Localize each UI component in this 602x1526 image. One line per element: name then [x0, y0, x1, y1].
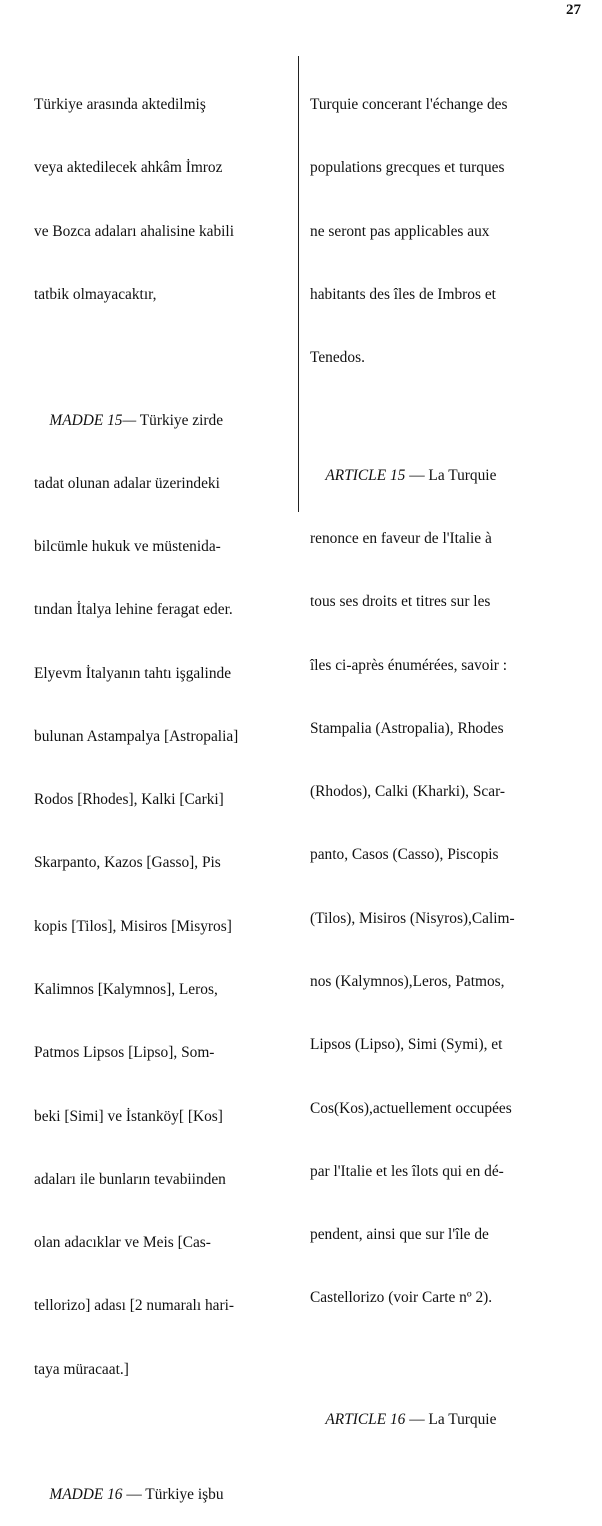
text-line: Cos(Kos),actuellement occupées [310, 1099, 512, 1117]
article-16-heading-line [310, 1409, 598, 1430]
text-line: Stampalia (Astropalia), Rhodes [310, 719, 504, 737]
text-line: nos (Kalymnos),Leros, Patmos, [310, 973, 505, 991]
text-line: Patmos Lipsos [Lipso], Som- [34, 1044, 215, 1062]
text-line: taya müracaat.] [34, 1360, 129, 1378]
text-line: Türkiye arasında aktedilmiş [34, 96, 206, 114]
text-line: ve Bozca adaları ahalisine kabili [34, 222, 234, 240]
column-divider [298, 56, 299, 512]
text-line: tous ses droits et titres sur les [310, 593, 491, 611]
text-line: par l'Italie et les îlots qui en dé- [310, 1162, 504, 1180]
text-line: Tenedos. [310, 349, 365, 367]
text-line: Elyevm İtalyanın tahtı işgalinde [34, 664, 232, 682]
text-line: populations grecques et turques [310, 159, 505, 177]
text-line: tellorizo] adası [2 numaralı hari- [34, 1297, 234, 1315]
text-line: (Tilos), Misiros (Nisyros),Calim- [310, 909, 515, 927]
madde-15-heading-line [34, 410, 289, 431]
article-15-heading: ARTICLE 15 [325, 466, 406, 484]
article-16-heading: ARTICLE 16 [325, 1410, 406, 1428]
text-line: Lipsos (Lipso), Simi (Symi), et [310, 1036, 503, 1054]
madde-16-heading: MADDE 16 [49, 1486, 123, 1504]
text-line: îles ci-après énumérées, savoir : [310, 656, 508, 674]
text-line: olan adacıklar ve Meis [Cas- [34, 1234, 211, 1252]
right-column-french [310, 52, 598, 1451]
page-number: 27 [566, 2, 581, 18]
text-fragment: — Türkiye işbu [122, 1486, 224, 1504]
text-line: tatbik olmayacaktır, [34, 286, 157, 304]
text-line: Skarpanto, Kazos [Gasso], Pis [34, 854, 221, 872]
text-line: panto, Casos (Casso), Piscopis [310, 846, 499, 864]
text-line: beki [Simi] ve İstanköy[ [Kos] [34, 1107, 223, 1125]
text-line: tından İtalya lehine feragat eder. [34, 601, 233, 619]
text-line: Kalimnos [Kalymnos], Leros, [34, 981, 218, 999]
text-line: renonce en faveur de l'Italie à [310, 530, 492, 548]
text-line: Turquie concerant l'échange des [310, 96, 508, 114]
text-line: adaları ile bunların tevabiinden [34, 1170, 226, 1188]
text-line: pendent, ainsi que sur l'île de [310, 1226, 489, 1244]
text-line: (Rhodos), Calki (Kharki), Scar- [310, 783, 506, 801]
text-fragment: — La Turquie [405, 1410, 497, 1428]
text-line: Rodos [Rhodes], Kalki [Carki] [34, 791, 224, 809]
text-line: Castellorizo (voir Carte nº 2). [310, 1289, 493, 1307]
left-column-turkish [34, 52, 289, 1526]
text-line: kopis [Tilos], Misiros [Misyros] [34, 917, 232, 935]
madde-15-heading: MADDE 15— [49, 411, 137, 429]
text-line: bilcümle hukuk ve müstenida- [34, 538, 221, 556]
text-line: ne seront pas applicables aux [310, 222, 490, 240]
text-line: bulunan Astampalya [Astropalia] [34, 727, 239, 745]
text-fragment: — La Turquie [405, 466, 497, 484]
article-15-heading-line [310, 465, 598, 486]
text-line: habitants des îles de Imbros et [310, 286, 496, 304]
text-line: tadat olunan adalar üzerindeki [34, 474, 220, 492]
madde-16-heading-line [34, 1484, 289, 1505]
text-fragment: Türkiye zirde [136, 411, 224, 429]
text-line: veya aktedilecek ahkâm İmroz [34, 159, 223, 177]
